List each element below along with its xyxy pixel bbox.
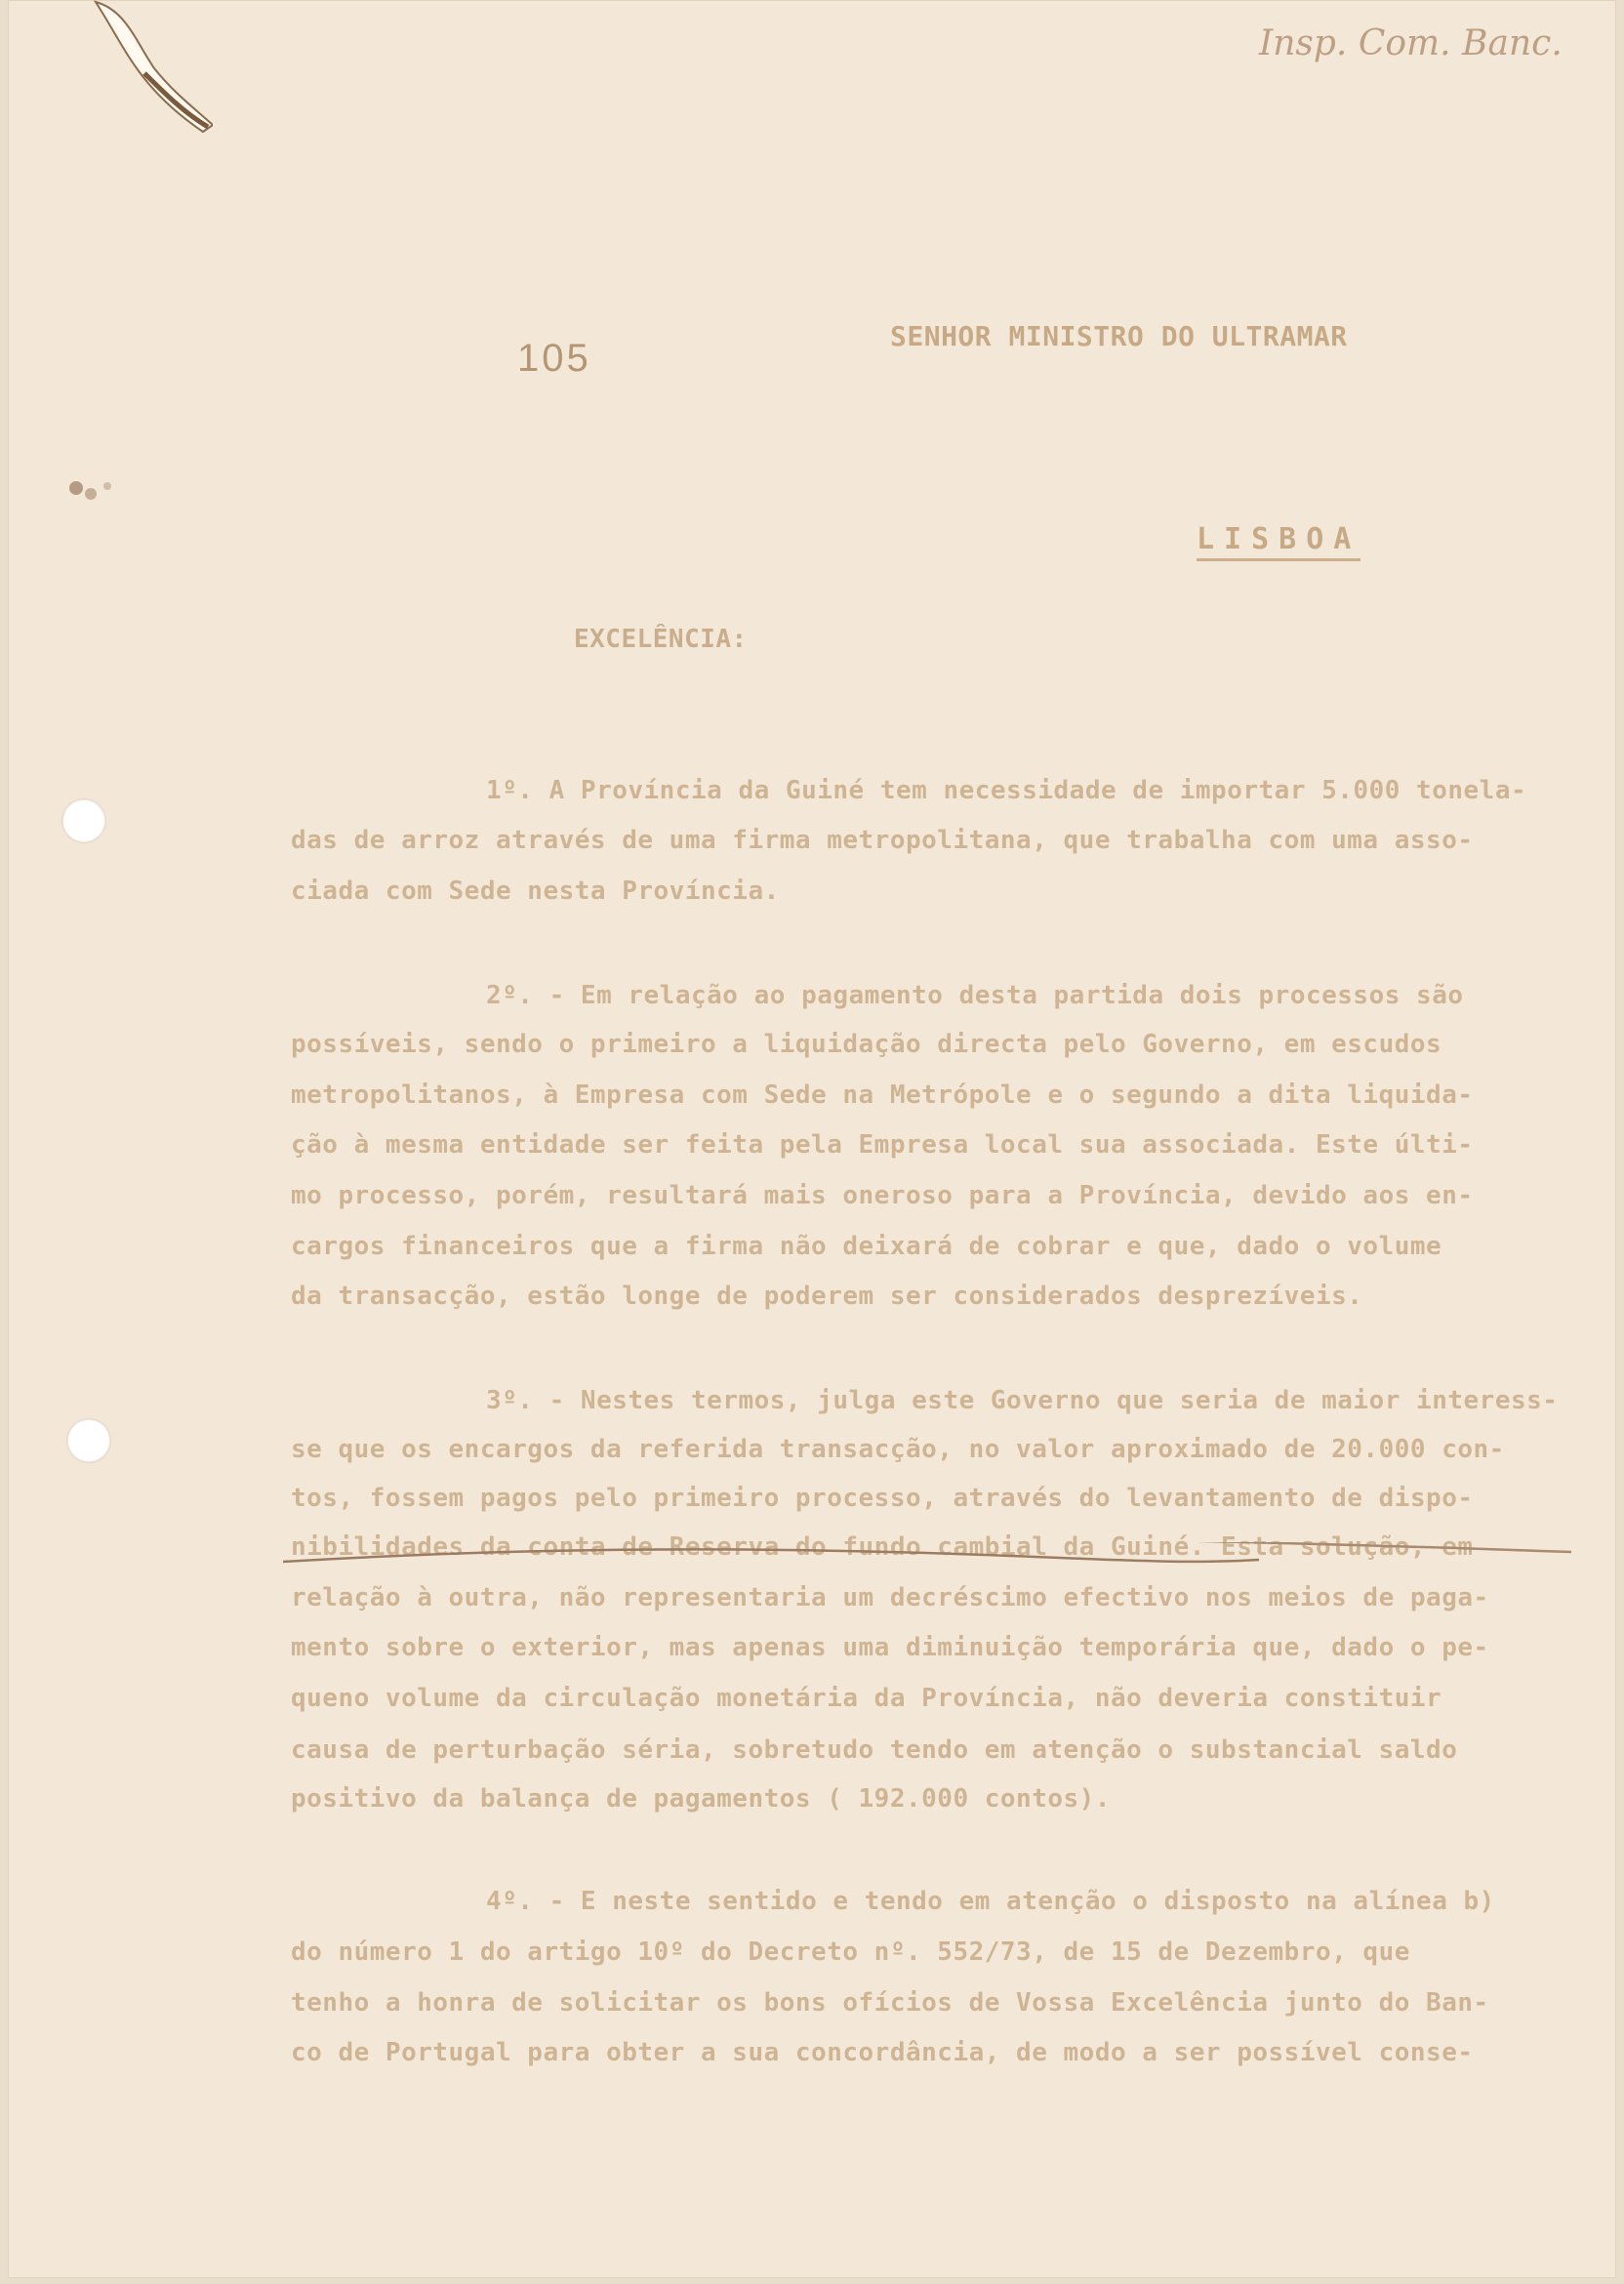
document-page: [8, 0, 1616, 2278]
paragraph-3-line-7: queno volume da circulação monetária da Província, não deveria constituir: [291, 1684, 1442, 1713]
paragraph-4-line-2: do número 1 do artigo 10º do Decreto nº. 552/73, de 15 de Dezembro, que: [291, 1937, 1410, 1967]
paragraph-1-line-2: das de arroz através de uma firma metropolitana, que trabalha com uma asso-: [291, 826, 1474, 855]
handwritten-underline: [283, 1542, 1571, 1571]
paragraph-2-line-5: mo processo, porém, resultará mais oneroso para a Província, devido aos en-: [291, 1181, 1474, 1210]
paragraph-3-line-3: tos, fossem pagos pelo primeiro processo, através do levantamento de dispo-: [291, 1484, 1474, 1513]
paragraph-2-line-3: metropolitanos, à Empresa com Sede na Metrópole e o segundo a dita liquida-: [291, 1081, 1474, 1110]
paragraph-3-line-1: 3º. - Nestes termos, julga este Governo que seria de maior interess-: [486, 1386, 1559, 1415]
paragraph-4-line-4: co de Portugal para obter a sua concordância, de modo a ser possível conse-: [291, 2038, 1474, 2067]
page-number: 105: [517, 337, 591, 380]
paragraph-4-line-3: tenho a honra de solicitar os bons ofícios de Vossa Excelência junto do Ban-: [291, 1988, 1489, 2018]
salutation: EXCELÊNCIA:: [574, 625, 748, 654]
paragraph-3-line-9: positivo da balança de pagamentos ( 192.000 contos).: [291, 1784, 1111, 1814]
torn-corner-damage: [66, 0, 213, 137]
city-heading: LISBOA: [1197, 522, 1360, 561]
paragraph-2-line-7: da transacção, estão longe de poderem ser considerados desprezíveis.: [291, 1282, 1363, 1311]
paragraph-3-line-5: relação à outra, não representaria um decréscimo efectivo nos meios de paga-: [291, 1583, 1489, 1612]
paragraph-2-line-4: ção à mesma entidade ser feita pela Empresa local sua associada. Este últi-: [291, 1130, 1474, 1160]
punch-hole-upper: [61, 798, 106, 843]
paragraph-4-line-1: 4º. - E neste sentido e tendo em atenção o disposto na alínea b): [486, 1887, 1495, 1916]
paragraph-3-line-4: nibilidades da conta de Reserva do fundo cambial da Guiné. Esta solução, em: [291, 1532, 1474, 1562]
paragraph-3-line-8: causa de perturbação séria, sobretudo tendo em atenção o substancial saldo: [291, 1735, 1458, 1765]
punch-hole-lower: [66, 1418, 111, 1463]
paragraph-2-line-2: possíveis, sendo o primeiro a liquidação directa pelo Governo, em escudos: [291, 1030, 1442, 1059]
addressee-line: SENHOR MINISTRO DO ULTRAMAR: [890, 320, 1348, 352]
paragraph-2-line-1: 2º. - Em relação ao pagamento desta partida dois processos são: [486, 981, 1464, 1010]
handwritten-annotation: Insp. Com. Banc.: [1259, 23, 1563, 63]
ink-stain: [57, 469, 164, 508]
paragraph-3-line-6: mento sobre o exterior, mas apenas uma diminuição temporária que, dado o pe-: [291, 1633, 1489, 1662]
paragraph-2-line-6: cargos financeiros que a firma não deixará de cobrar e que, dado o volume: [291, 1232, 1442, 1261]
paragraph-1-line-1: 1º. A Província da Guiné tem necessidade de importar 5.000 tonela-: [486, 776, 1527, 805]
paragraph-1-line-3: ciada com Sede nesta Província.: [291, 877, 780, 906]
paragraph-3-line-2: se que os encargos da referida transacção, no valor aproximado de 20.000 con-: [291, 1435, 1505, 1464]
